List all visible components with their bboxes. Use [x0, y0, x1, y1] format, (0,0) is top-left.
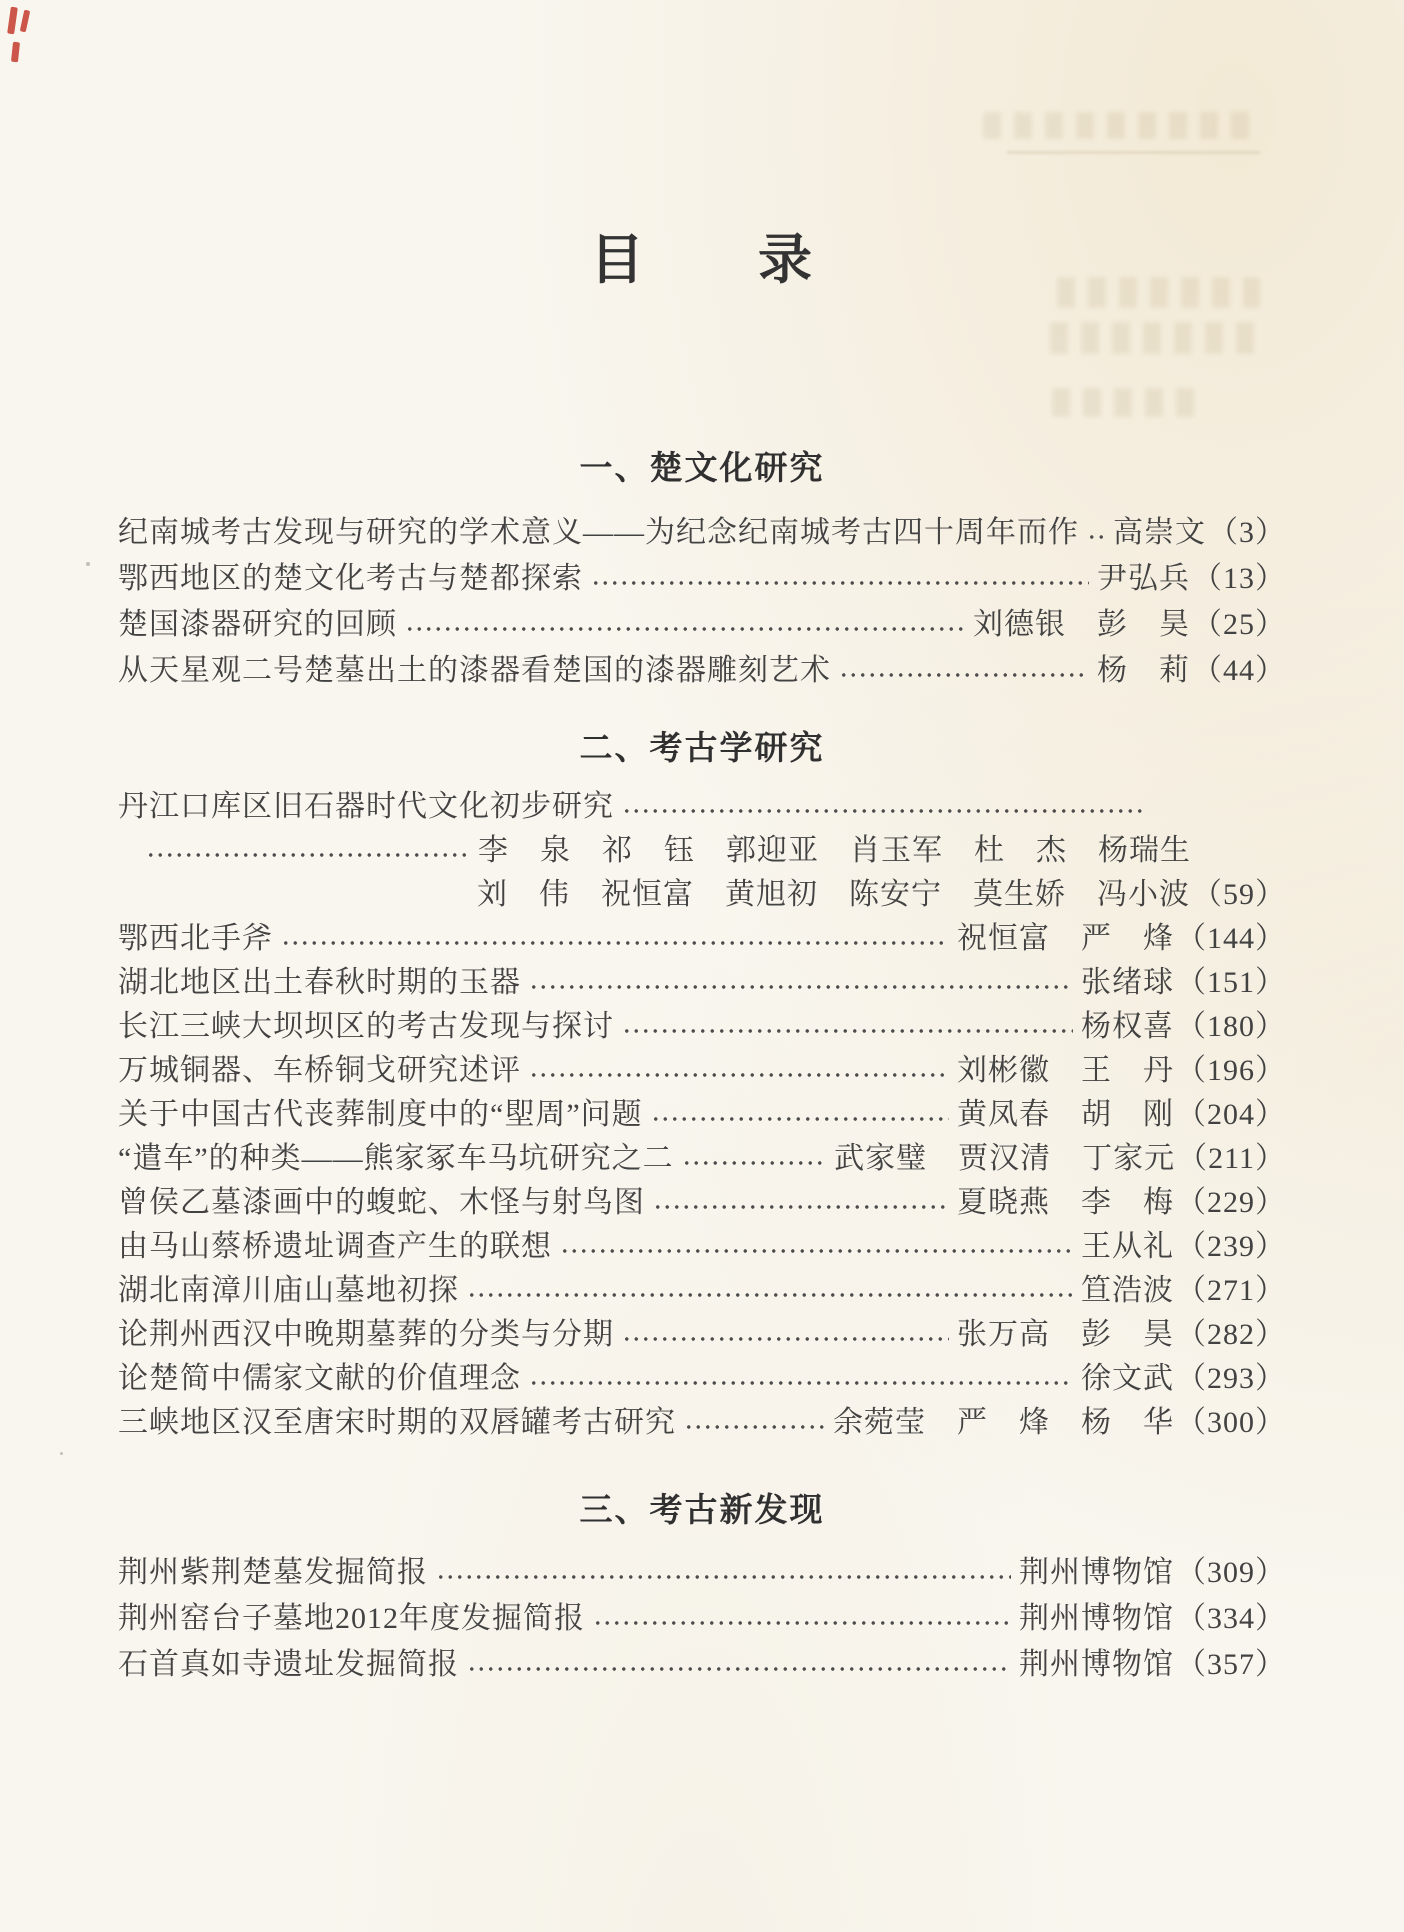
entry-page: （357） [1176, 1648, 1286, 1681]
entry-page: （59） [1192, 878, 1286, 911]
toc-entry [118, 966, 1286, 1000]
entry-page: （271） [1176, 1274, 1286, 1307]
entry-authors: 王从礼 [1081, 1230, 1174, 1263]
entry-title: 荆州紫荆楚墓发掘简报 [118, 1556, 428, 1589]
dot-leader [1087, 518, 1105, 548]
dot-leader [684, 1408, 825, 1438]
entry-title: 万城铜器、车桥铜戈研究述评 [118, 1054, 521, 1087]
entry-title: 湖北南漳川庙山墓地初探 [118, 1274, 459, 1307]
toc-entry [118, 1318, 1286, 1352]
entry-title: 曾侯乙墓漆画中的蝮蛇、木怪与射鸟图 [118, 1186, 645, 1219]
dot-leader [436, 1558, 1011, 1588]
entry-title: 楚国漆器研究的回顾 [118, 608, 397, 641]
entry-title: 丹江口库区旧石器时代文化初步研究 [118, 790, 614, 823]
entry-page: （229） [1176, 1186, 1286, 1219]
entry-page: （144） [1176, 922, 1286, 955]
dot-leader [839, 656, 1089, 686]
entry-page: （151） [1176, 966, 1286, 999]
entry-page: （211） [1177, 1142, 1286, 1175]
entry-page: （282） [1176, 1318, 1286, 1351]
entry-authors: 余菀莹 严 烽 杨 华 [833, 1406, 1174, 1439]
toc-entry [118, 922, 1286, 956]
entry-title: 荆州窑台子墓地2012年度发掘简报 [118, 1602, 585, 1635]
toc-entry [118, 1274, 1286, 1308]
entry-page: （3） [1208, 516, 1286, 549]
toc-entry [118, 562, 1286, 596]
toc-entry [118, 1406, 1286, 1440]
entry-page: （239） [1176, 1230, 1286, 1263]
entry-title: 论楚简中儒家文献的价值理念 [118, 1362, 521, 1395]
toc-entry [118, 1362, 1286, 1396]
section-3-entries [118, 1556, 1286, 1682]
entry-title: 长江三峡大坝坝区的考古发现与探讨 [118, 1010, 614, 1043]
toc-entry [118, 1054, 1286, 1088]
entry-authors: 武家璧 贾汉清 丁家元 [834, 1142, 1176, 1175]
dot-leader [682, 1144, 826, 1174]
entry-title: “遣车”的种类——熊家冢车马坑研究之二 [118, 1142, 674, 1175]
red-corner-mark [7, 7, 18, 35]
toc-entry [118, 608, 1286, 642]
entry-authors: 张万高 彭 昊 [957, 1318, 1174, 1351]
entry-authors: 高崇文 [1113, 516, 1206, 549]
entry-page: （293） [1176, 1362, 1286, 1395]
entry-authors: 尹弘兵 [1097, 562, 1190, 595]
scan-speck [86, 562, 90, 566]
entry-authors: 杨 莉 [1097, 654, 1190, 687]
toc-content [118, 0, 1286, 1694]
dot-leader [529, 968, 1073, 998]
section-2-entries [118, 790, 1286, 1440]
entry-title: 由马山蔡桥遗址调查产生的联想 [118, 1230, 552, 1263]
dot-leader [467, 1650, 1011, 1680]
entry-title: 鄂西地区的楚文化考古与楚都探索 [118, 562, 583, 595]
entry-title: 关于中国古代丧葬制度中的“堲周”问题 [118, 1098, 643, 1131]
entry-page: （309） [1176, 1556, 1286, 1589]
dot-leader [560, 1232, 1073, 1262]
entry-page: （13） [1192, 562, 1286, 595]
entry-page: （44） [1192, 654, 1286, 687]
entry-page: （25） [1192, 608, 1286, 641]
toc-entry-authors-row [118, 834, 1286, 868]
entry-authors: 李 泉 祁 钰 郭迎亚 肖玉军 杜 杰 杨瑞生 [478, 834, 1191, 867]
entry-authors: 刘德银 彭 昊 [973, 608, 1190, 641]
toc-entry [118, 1098, 1286, 1132]
entry-authors: 祝恒富 严 烽 [957, 922, 1174, 955]
toc-entry [118, 1186, 1286, 1220]
entry-authors: 笪浩波 [1081, 1274, 1174, 1307]
toc-entry [118, 654, 1286, 688]
entry-authors: 荆州博物馆 [1019, 1602, 1174, 1635]
entry-title: 石首真如寺遗址发掘简报 [118, 1648, 459, 1681]
toc-entry [118, 1230, 1286, 1264]
entry-authors: 徐文武 [1081, 1362, 1174, 1395]
toc-entry [118, 1602, 1286, 1636]
entry-title: 鄂西北手斧 [118, 922, 273, 955]
entry-page: （204） [1176, 1098, 1286, 1131]
entry-authors: 荆州博物馆 [1019, 1556, 1174, 1589]
toc-entry-authors-row [118, 878, 1286, 912]
entry-page: （334） [1176, 1602, 1286, 1635]
entry-authors: 刘 伟 祝恒富 黄旭初 陈安宁 莫生娇 冯小波 [477, 878, 1190, 911]
toc-entry [118, 790, 1286, 824]
dot-leader [529, 1364, 1073, 1394]
section-heading-3: 三、考古新发现 [579, 1491, 825, 1528]
dot-leader [622, 792, 1146, 822]
entry-title: 纪南城考古发现与研究的学术意义——为纪念纪南城考古四十周年而作 [118, 516, 1079, 549]
dot-leader [591, 564, 1089, 594]
scan-speck [60, 1452, 63, 1455]
dot-leader [146, 836, 470, 866]
toc-entry [118, 516, 1286, 550]
toc-entry [118, 1556, 1286, 1590]
red-corner-mark [20, 10, 30, 33]
entry-title: 湖北地区出土春秋时期的玉器 [118, 966, 521, 999]
dot-leader [405, 610, 965, 640]
dot-leader [651, 1100, 949, 1130]
entry-authors: 张绪球 [1081, 966, 1174, 999]
entry-authors: 黄凤春 胡 刚 [957, 1098, 1174, 1131]
page-title: 目 录 [590, 230, 814, 290]
dot-leader [529, 1056, 949, 1086]
dot-leader [653, 1188, 949, 1218]
red-corner-mark [11, 42, 20, 63]
entry-authors: 杨权喜 [1081, 1010, 1174, 1043]
dot-leader [622, 1320, 949, 1350]
entry-authors: 夏晓燕 李 梅 [957, 1186, 1174, 1219]
entry-page: （196） [1176, 1054, 1286, 1087]
entry-authors: 荆州博物馆 [1019, 1648, 1174, 1681]
section-heading-1: 一、楚文化研究 [579, 449, 825, 486]
toc-entry [118, 1010, 1286, 1044]
entry-page: （180） [1176, 1010, 1286, 1043]
dot-leader [467, 1276, 1073, 1306]
entry-page: （300） [1176, 1406, 1286, 1439]
dot-leader [622, 1012, 1073, 1042]
entry-title: 论荆州西汉中晚期墓葬的分类与分期 [118, 1318, 614, 1351]
section-1-entries [118, 516, 1286, 688]
toc-entry [118, 1648, 1286, 1682]
dot-leader [593, 1604, 1011, 1634]
section-heading-2: 二、考古学研究 [579, 729, 825, 766]
entry-title: 从天星观二号楚墓出土的漆器看楚国的漆器雕刻艺术 [118, 654, 831, 687]
dot-leader [281, 924, 949, 954]
entry-authors: 刘彬徽 王 丹 [957, 1054, 1174, 1087]
entry-title: 三峡地区汉至唐宋时期的双唇罐考古研究 [118, 1406, 676, 1439]
toc-entry [118, 1142, 1286, 1176]
